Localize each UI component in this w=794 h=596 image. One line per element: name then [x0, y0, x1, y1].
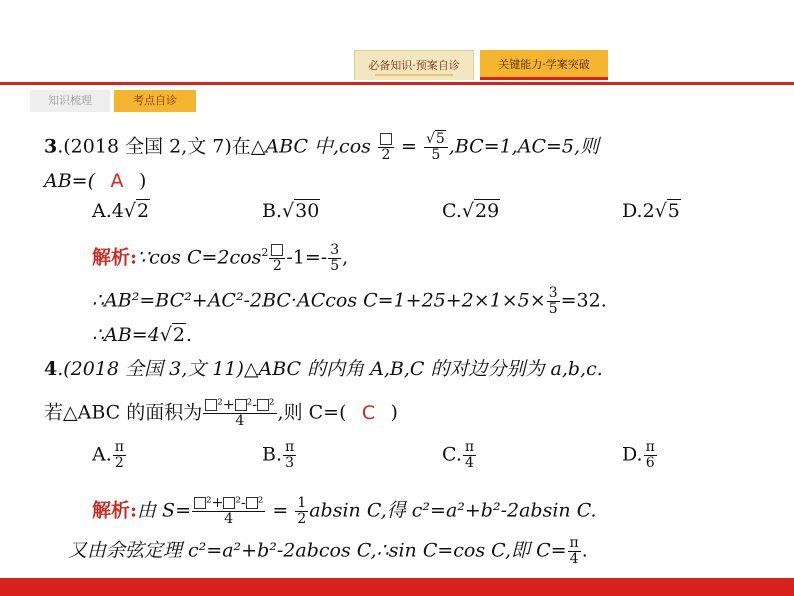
q3-equals: = — [394, 135, 423, 158]
tab-key-abilities[interactable]: 关键能力·学案突破 — [480, 50, 608, 80]
q4-number: 4 — [44, 358, 58, 380]
subtab-self-diagnosis[interactable]: 考点自诊 — [114, 90, 196, 112]
q3-sol-frac-c-over-2: 2 — [269, 243, 285, 274]
q4-sol-area-fraction: $\frac{\text{²+ ²- ²}}{4}$ — [192, 496, 265, 527]
q3-answer: A — [110, 170, 124, 192]
q4-area-fraction: $\frac{\text{²+ ²- ²}}{4}$ — [203, 398, 276, 429]
header-divider — [0, 82, 794, 85]
q3-ask: AB=( — [44, 170, 96, 192]
q3-sol2-frac-3-over-5: $\frac{3}{5}$ — [548, 285, 558, 317]
q4-option-b[interactable]: B. $\frac{\pi}{3}$ — [262, 439, 295, 471]
q4-stem-line1 — [44, 356, 603, 382]
q3-sol-frac-3-over-5: $\frac{3}{5}$ — [330, 241, 340, 274]
q3-solution-line3: ∴AB=4√2. — [92, 324, 193, 346]
q4-solution-line1: 解析:由 S= $\frac{\text{²+ ²- ²}}{4}$ = $\frac{1}{2}$ absin C,得 c²=a²+b²-2absin C. — [92, 495, 597, 527]
q3-fraction-sqrt5-over-5: $\frac{√5}{5}$ — [424, 132, 448, 163]
placeholder-glyph — [271, 244, 283, 256]
q3-option-b[interactable]: B.√30 — [262, 200, 320, 222]
q4-answer: C — [361, 401, 376, 424]
placeholder-glyph — [380, 133, 392, 145]
q3-solution-label: 解析: — [92, 246, 138, 269]
q3-option-d[interactable]: D.2√5 — [622, 200, 680, 222]
q4-sol-frac-1-over-2: $\frac{1}{2}$ — [297, 495, 307, 527]
q4-option-a[interactable]: A. $\frac{\pi}{2}$ — [92, 439, 124, 471]
subtab-knowledge-review[interactable]: 知识梳理 — [30, 90, 110, 112]
q4-sol-frac-pi-over-4: $\frac{\pi}{4}$ — [569, 535, 579, 567]
q3-option-a[interactable]: A.4√2 — [92, 200, 150, 222]
q4-solution-label: 解析: — [92, 499, 138, 522]
q3-source: .(2018 全国 2,文 7)在 — [57, 135, 251, 158]
tab-required-knowledge[interactable]: 必备知识·预案自诊 — [354, 50, 474, 80]
q3-conditions: ,BC=1,AC=5,则 — [448, 135, 600, 158]
q4-option-c[interactable]: C. $\frac{\pi}{4}$ — [442, 439, 475, 471]
q3-number: 3 — [44, 135, 58, 158]
q3-triangle: △ABC 中,cos — [250, 135, 377, 158]
footer-bar — [0, 578, 794, 596]
q3-stem-line1 — [44, 132, 599, 163]
q4-option-d[interactable]: D. $\frac{\pi}{6}$ — [622, 439, 655, 471]
q3-fraction-c-over-2: 2 — [378, 132, 394, 163]
q3-solution-line2: ∴AB²=BC²+AC²-2BC·ACcos C=1+25+2×1×5× $\frac{3}{5}$ =32. — [92, 285, 607, 317]
q3-solution-line1: 解析:∵cos $C=2\cos^2$ 2 -1=- $\frac{3}{5}$ , — [92, 241, 349, 274]
q4-stem-line2: 若△ABC 的面积为 $\frac{\text{²+ ²- ²}}{4}$ ,则 C=( C ) — [44, 397, 398, 429]
q3-stem-line2: AB=( A ) — [44, 170, 147, 192]
q3-option-c[interactable]: C.√29 — [442, 200, 500, 222]
q4-stem-text: .(2018 全国 3,文 11)△ABC 的内角 A,B,C 的对边分别为 a,b,c. — [57, 358, 603, 380]
q4-solution-line2: 又由余弦定理 c²=a²+b²-2abcos C,∴sin C=cos C,即 C= $\frac{\pi}{4}$ . — [68, 535, 588, 567]
